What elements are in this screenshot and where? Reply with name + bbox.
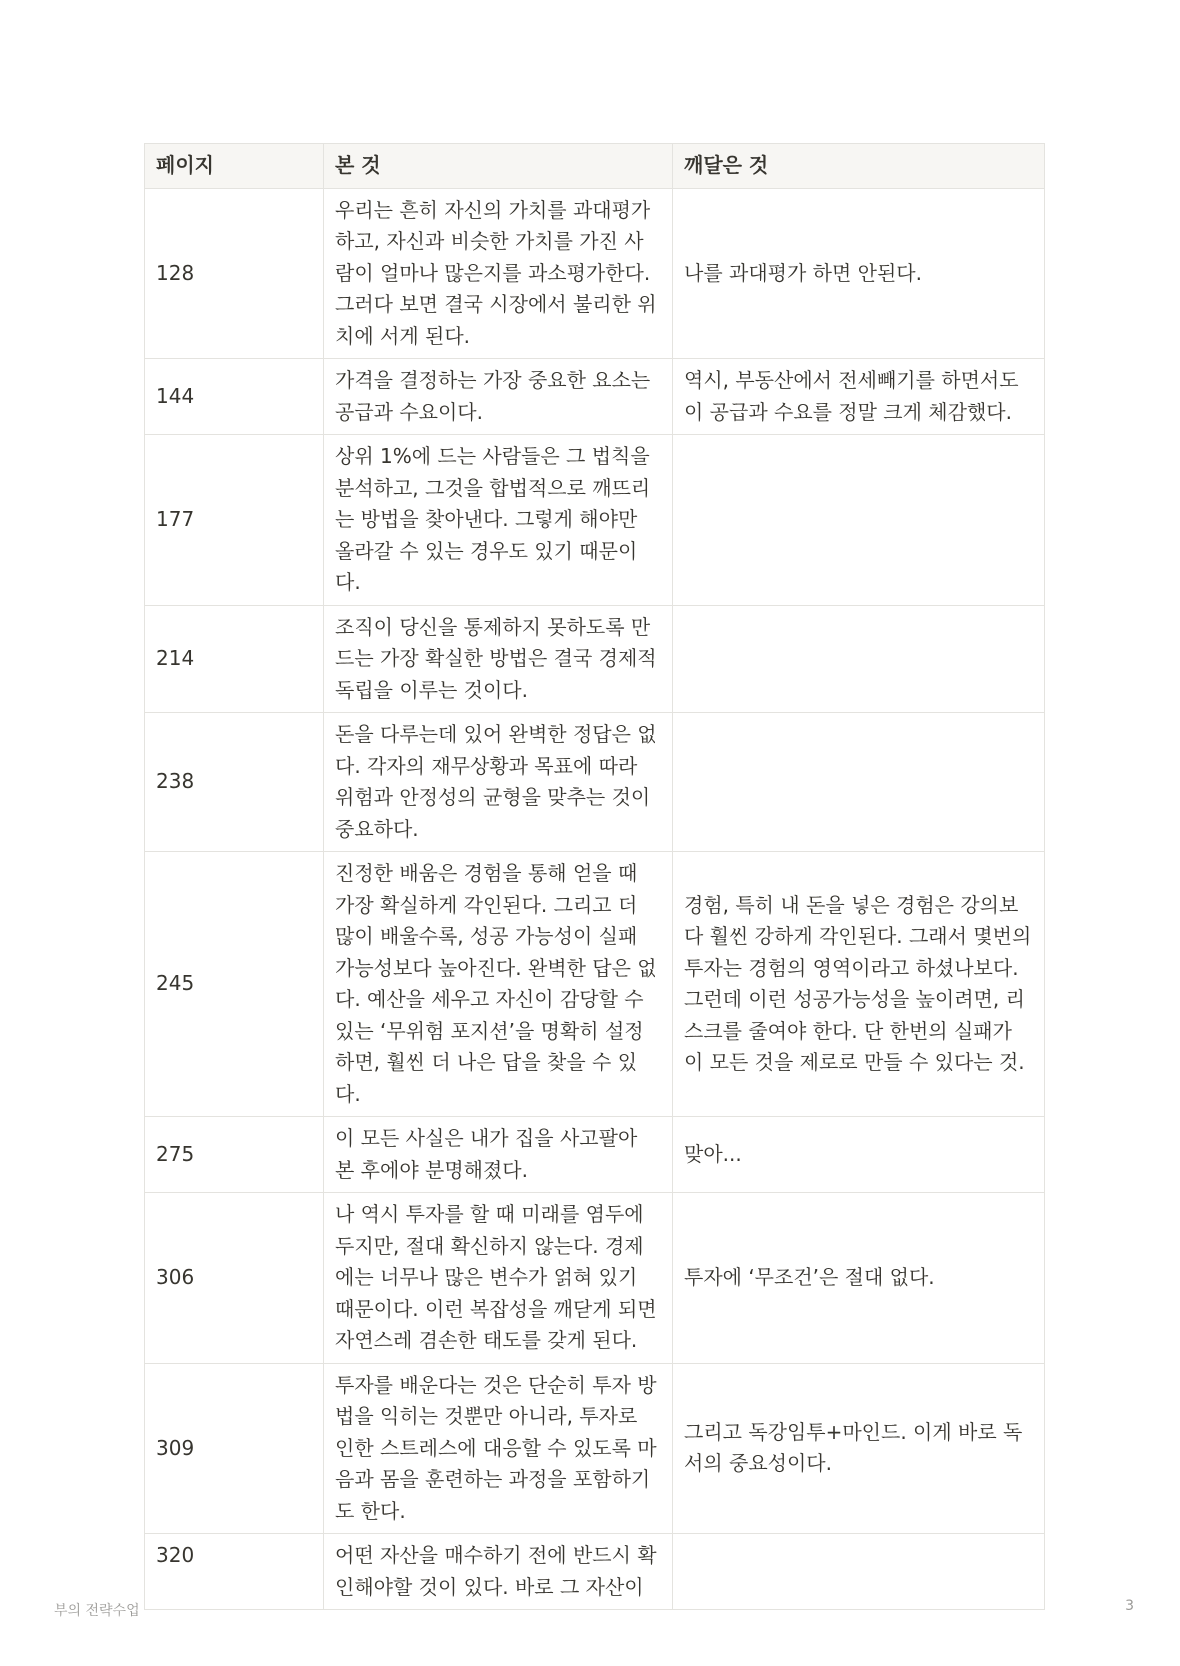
table-row (145, 1193, 1045, 1364)
cell-seen: 상위 1%에 드는 사람들은 그 법칙을 분석하고, 그것을 합법적으로 깨뜨리는 방법을 찾아낸다. 그렇게 해야만 올라갈 수 있는 경우도 있기 때문이다. (324, 435, 673, 606)
cell-seen: 어떤 자산을 매수하기 전에 반드시 확인해야할 것이 있다. 바로 그 자산이 (324, 1534, 673, 1610)
header-seen: 본 것 (324, 144, 673, 189)
cell-seen: 가격을 결정하는 가장 중요한 요소는 공급과 수요이다. (324, 359, 673, 435)
cell-learned (673, 1534, 1045, 1610)
table-header-row (145, 144, 1045, 189)
header-page: 페이지 (145, 144, 324, 189)
cell-seen: 조직이 당신을 통제하지 못하도록 만드는 가장 확실한 방법은 결국 경제적 독립을 이루는 것이다. (324, 605, 673, 713)
cell-learned: 경험, 특히 내 돈을 넣은 경험은 강의보다 훨씬 강하게 각인된다. 그래서 몇번의 투자는 경험의 영역이라고 하셨나보다. 그런데 이런 성공가능성을 높이려면, 리스크를 줄여야 한다. 단 한번의 실패가 이 모든 것을 제로로 만들 수 있다는 것. (673, 852, 1045, 1117)
cell-seen: 나 역시 투자를 할 때 미래를 염두에 두지만, 절대 확신하지 않는다. 경제에는 너무나 많은 변수가 얽혀 있기 때문이다. 이런 복잡성을 깨닫게 되면 자연스레 겸손한 태도를 갖게 된다. (324, 1193, 673, 1364)
cell-seen: 이 모든 사실은 내가 집을 사고팔아 본 후에야 분명해졌다. (324, 1117, 673, 1193)
table-row (145, 605, 1045, 713)
cell-learned: 맞아... (673, 1117, 1045, 1193)
footer-document-title: 부의 전략수업 (54, 1603, 140, 1619)
table-row (145, 1117, 1045, 1193)
cell-seen: 진정한 배움은 경험을 통해 얻을 때 가장 확실하게 각인된다. 그리고 더 많이 배울수록, 성공 가능성이 실패 가능성보다 높아진다. 완벽한 답은 없다. 예산을 세우고 자신이 감당할 수 있는 ‘무위험 포지션’을 명확히 설정하면, 훨씬 더 나은 답을 찾을 수 있다. (324, 852, 673, 1117)
cell-learned: 그리고 독강임투+마인드. 이게 바로 독서의 중요성이다. (673, 1363, 1045, 1534)
cell-page: 128 (145, 188, 324, 359)
cell-page: 306 (145, 1193, 324, 1364)
cell-learned: 투자에 ‘무조건’은 절대 없다. (673, 1193, 1045, 1364)
cell-learned (673, 435, 1045, 606)
cell-learned (673, 713, 1045, 852)
table-row (145, 1534, 1045, 1610)
cell-seen: 우리는 흔히 자신의 가치를 과대평가하고, 자신과 비슷한 가치를 가진 사람이 얼마나 많은지를 과소평가한다. 그러다 보면 결국 시장에서 불리한 위치에 서게 된다. (324, 188, 673, 359)
table-row (145, 359, 1045, 435)
cell-page: 275 (145, 1117, 324, 1193)
cell-learned: 역시, 부동산에서 전세빼기를 하면서도 이 공급과 수요를 정말 크게 체감했다. (673, 359, 1045, 435)
cell-page: 245 (145, 852, 324, 1117)
table-row (145, 188, 1045, 359)
cell-page: 214 (145, 605, 324, 713)
table-row (145, 435, 1045, 606)
cell-seen: 돈을 다루는데 있어 완벽한 정답은 없다. 각자의 재무상황과 목표에 따라 위험과 안정성의 균형을 맞추는 것이 중요하다. (324, 713, 673, 852)
cell-page: 177 (145, 435, 324, 606)
reading-notes-table (144, 143, 1045, 1610)
notes-table-container (144, 143, 1044, 1599)
table-row (145, 852, 1045, 1117)
cell-page: 309 (145, 1363, 324, 1534)
header-learned: 깨달은 것 (673, 144, 1045, 189)
footer-page-number: 3 (1125, 1598, 1134, 1614)
cell-page: 238 (145, 713, 324, 852)
cell-seen: 투자를 배운다는 것은 단순히 투자 방법을 익히는 것뿐만 아니라, 투자로 인한 스트레스에 대응할 수 있도록 마음과 몸을 훈련하는 과정을 포함하기도 한다. (324, 1363, 673, 1534)
table-row (145, 713, 1045, 852)
table-row (145, 1363, 1045, 1534)
cell-learned: 나를 과대평가 하면 안된다. (673, 188, 1045, 359)
cell-page: 144 (145, 359, 324, 435)
cell-page: 320 (145, 1534, 324, 1610)
cell-learned (673, 605, 1045, 713)
